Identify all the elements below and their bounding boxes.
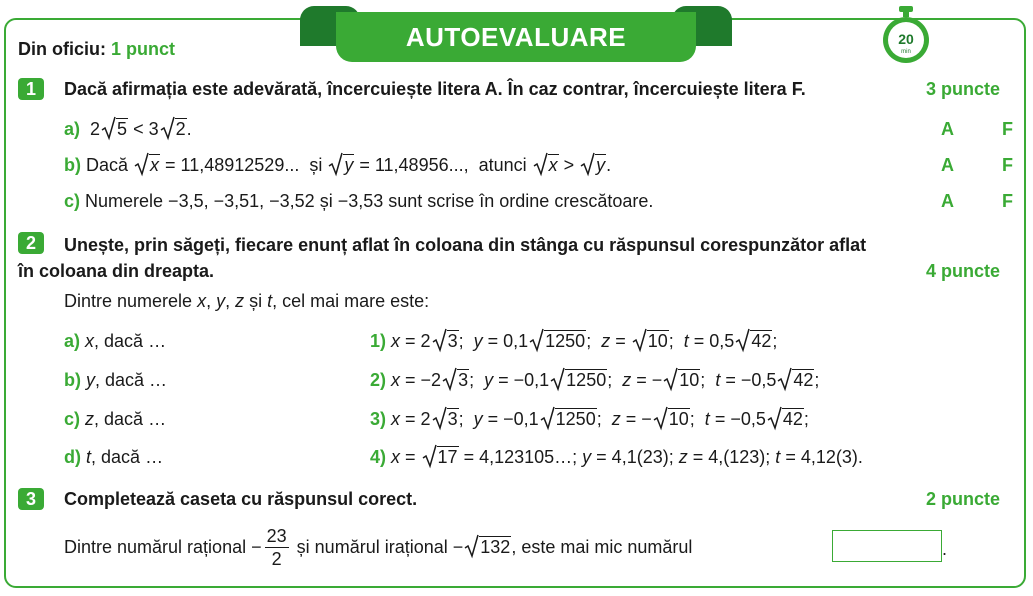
- q1-item-c: [64, 190, 653, 212]
- q2-left-d-label: d): [64, 447, 81, 467]
- q2-points: 4 puncte: [926, 261, 1001, 281]
- q3-sentence: [64, 522, 692, 572]
- q2-right-3[interactable]: 3) x = 2 3; y = −0,1 1250; z = − 10; t = −0,5 42;: [370, 409, 809, 429]
- q1-points: 3 puncte: [926, 79, 1001, 99]
- timer-unit: min: [901, 49, 911, 55]
- q3-answer-box[interactable]: [832, 530, 942, 562]
- timer-value: 20: [898, 31, 914, 47]
- q3-sentence-end: , este mai mic numărul: [511, 537, 693, 557]
- stopwatch-icon: [880, 6, 932, 64]
- q3-irrational: [464, 536, 511, 558]
- din-oficiu-label: Din oficiu:: [18, 39, 106, 59]
- q1-b-option-f[interactable]: F: [1002, 155, 1013, 175]
- q1-b-option-a[interactable]: A: [941, 155, 954, 175]
- q1-item-a-math: 2 5 < 3 2.: [85, 119, 192, 139]
- q3-number-badge: 3: [18, 488, 44, 510]
- q2-prompt-line2: în coloana din dreapta.: [18, 261, 215, 281]
- q1-item-a: [64, 118, 192, 140]
- q1-number-badge: 1: [18, 78, 44, 100]
- q2-left-c[interactable]: c) z, dacă …: [64, 409, 167, 429]
- q2-right-1[interactable]: 1) x = 2 3; y = 0,1 1250; z = 10; t = 0,5 42;: [370, 331, 778, 351]
- q1-prompt: Dacă afirmația este adevărată, încercuiește litera A. În caz contrar, încercuiește litera F.: [64, 79, 806, 99]
- q1-item-b: [64, 154, 611, 176]
- q3-end-punct: .: [942, 539, 948, 559]
- din-oficiu-points: 1 punct: [111, 39, 176, 59]
- q2-left-c-label: c): [64, 409, 81, 429]
- q1-item-c-text: Numerele −3,5, −3,51, −3,52 și −3,53 sunt scrise în ordine crescătoare.: [85, 191, 654, 211]
- q1-c-option-a[interactable]: A: [941, 191, 954, 211]
- q2-left-b-label: b): [64, 370, 81, 390]
- q3-frac-denominator: 2: [271, 548, 282, 569]
- q3-points: 2 puncte: [926, 489, 1001, 509]
- q3-sentence-mid: și numărul irațional: [296, 537, 448, 557]
- q2-left-a[interactable]: a) x, dacă …: [64, 331, 167, 351]
- q2-left-a-label: a): [64, 331, 81, 351]
- q2-right-4-label: 4): [370, 447, 387, 467]
- q3-fraction: [265, 525, 289, 570]
- title-banner: [300, 6, 732, 62]
- q1-item-c-label: c): [64, 191, 81, 211]
- q2-right-1-label: 1): [370, 331, 387, 351]
- q2-right-2[interactable]: 2) x = −2 3; y = −0,1 1250; z = − 10; t = −0,5 42;: [370, 370, 820, 390]
- q1-a-option-a[interactable]: A: [941, 119, 954, 139]
- q3-irr-sign: −: [452, 537, 464, 557]
- q1-a-option-f[interactable]: F: [1002, 119, 1013, 139]
- q3-frac-numerator: 23: [266, 525, 287, 546]
- q3-irr-radicand: 132: [480, 537, 511, 557]
- q1-item-b-math: Dacă x = 11,48912529... și y = 11,48956..., atunci x > y.: [86, 155, 612, 175]
- q2-intro: Dintre numerele x, y, z și t, cel mai mare este:: [64, 291, 430, 311]
- din-oficiu: [18, 38, 175, 60]
- q2-left-d[interactable]: d) t, dacă …: [64, 447, 164, 467]
- q3-prompt: Completează caseta cu răspunsul corect.: [64, 489, 418, 509]
- q2-right-3-label: 3): [370, 409, 387, 429]
- q2-left-b[interactable]: b) y, dacă …: [64, 370, 168, 390]
- q2-right-4[interactable]: 4) x = 17 = 4,123105…; y = 4,1(23); z = 4,(123); t = 4,12(3).: [370, 447, 863, 467]
- q3-frac-sign: −: [251, 537, 262, 557]
- q3-sentence-start: Dintre numărul rațional: [64, 537, 247, 557]
- q1-item-b-label: b): [64, 155, 81, 175]
- q2-right-2-label: 2): [370, 370, 387, 390]
- q2-prompt-line1: Unește, prin săgeți, fiecare enunț aflat în coloana din stânga cu răspunsul corespunzător aflat: [64, 235, 867, 255]
- q1-item-a-label: a): [64, 119, 81, 139]
- page-title: AUTOEVALUARE: [336, 12, 696, 62]
- q1-c-option-f[interactable]: F: [1002, 191, 1013, 211]
- q2-number-badge: 2: [18, 232, 44, 254]
